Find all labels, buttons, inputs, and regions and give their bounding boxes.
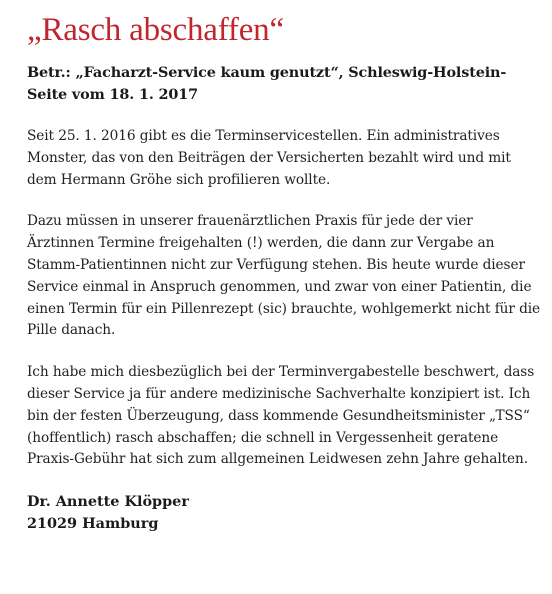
author-name: Dr. Annette Klöpper [27,493,189,511]
letter-to-editor [27,0,542,535]
letter-signature [27,491,542,535]
letter-paragraph: Ich habe mich diesbezüglich bei der Terminvergabestelle beschwert, dass dieser Service ja für andere medizinische Sachverhalte konzipiert ist. Ich bin der festen Überzeugung, dass kommende Gesundheitsminister „TSS“ (hoffentlich) rasch abschaffen; die schnell in Vergessenheit geratene Praxis-Gebühr hat sich zum allgemeinen Leidwesen zehn Jahre gehalten. [27,364,535,468]
author-location: 21029 Hamburg [27,515,159,533]
article-reference: Betr.: „Facharzt-Service kaum genutzt“, Schleswig-Holstein-Seite vom 18. 1. 2017 [27,64,507,103]
letter-paragraph: Seit 25. 1. 2016 gibt es die Terminservicestellen. Ein administratives Monster, das von den Beiträgen der Versicherten bezahlt wird und mit dem Hermann Gröhe sich profilieren wollte. [27,128,511,188]
letter-paragraph: Dazu müssen in unserer frauenärztlichen Praxis für jede der vier Ärztinnen Termine freigehalten (!) werden, die dann zur Vergabe an Stamm-Patientinnen nicht zur Verfügung stehen. Bis heute wurde dieser Service einmal in Anspruch genommen, und zwar von einer Patientin, die einen Termin für ein Pillenrezept (sic) brauchte, wohlgemerkt nicht für die Pille danach. [27,213,541,339]
letter-headline: „Rasch abschaffen“ [27,12,284,48]
